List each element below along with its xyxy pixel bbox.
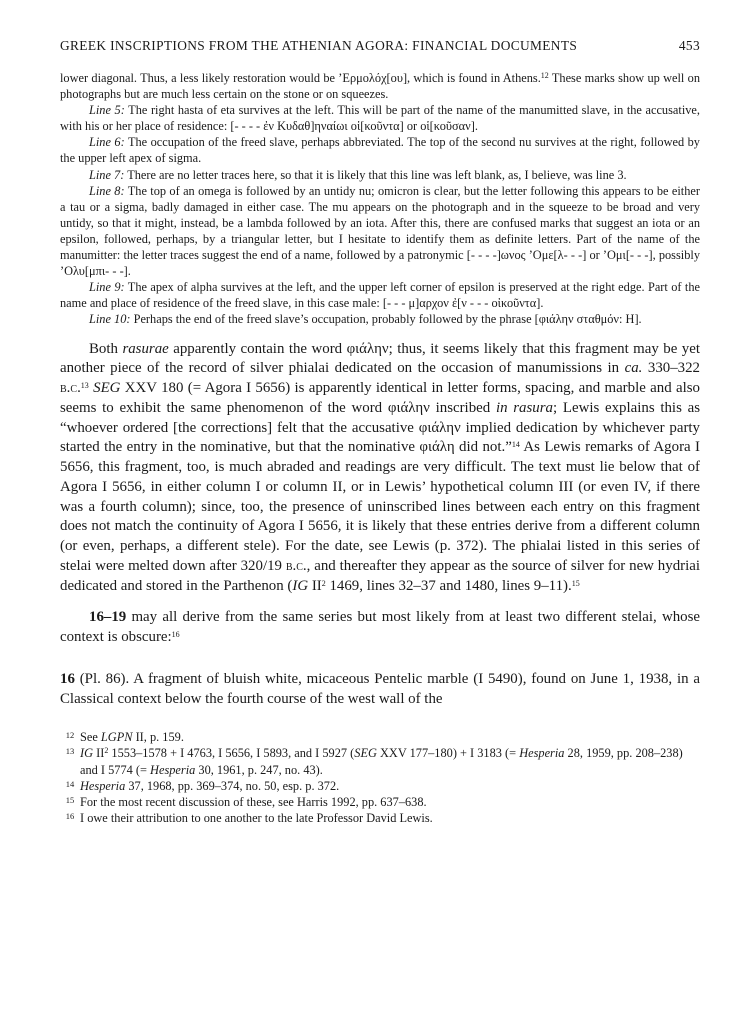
note-line-10: Line 10: Perhaps the end of the freed slave’s occupation, probably followed by the phrase [φιάλην σταθμόν: Η]. [89, 312, 642, 327]
page-number: 453 [678, 38, 700, 53]
footnote-14: 14 Hesperia 37, 1968, pp. 369–374, no. 50, esp. p. 372. [65, 778, 340, 793]
footnote-16: 16 I owe their attribution to one another to the late Professor David Lewis. [65, 811, 433, 826]
running-head-title: GREEK INSCRIPTIONS FROM THE ATHENIAN AGORA: FINANCIAL DOCUMENTS [60, 38, 578, 53]
body-paragraph-catalogue-16: 16 (Pl. 86). A fragment of bluish white, micaceous Pentelic marble (I 5490), found on June 1, 1938, in a Classical context below the fourth course of the west wall of the [60, 670, 700, 707]
note-line-5: Line 5: The right hasta of eta survives at the left. This will be part of the name of the manumitted slave, in the accusative, with his or her place of residence: [- - - - ἐν Κυδαθ]ηναίωι οἱ[κοῦντα] or οἱ[κοῦσαν]. [60, 103, 700, 134]
note-line-6: Line 6: The occupation of the freed slave, perhaps abbreviated. The top of the second nu survives at the right, followed by the upper left apex of sigma. [60, 135, 700, 166]
body-paragraph-series: 16–19 may all derive from the same series but most likely from at least two different stelai, whose context is obscure:$^{16}$ [60, 609, 700, 645]
note-paragraph: lower diagonal. Thus, a less likely restoration would be ’Ερμολόχ[ου], which is found in Athens.$^{12}$ These marks show up well on photographs but are much less certain on the stone or on squeezes. [60, 71, 700, 102]
body-paragraph-rasurae: Both rasurae apparently contain the word φιάλην; thus, it seems likely that this fragment may be yet another piece of the record of silver phialai dedicated on the occasion of manumissions in ca. 330–322 b.c.$^{13}$ SEG XXV 180 (= Agora I 5656) is apparently identical in letter forms, spacing, and marble and also seems to exhibit the same phenomenon of the word φιάλην inscribed in rasura; Lewis explains this as “whoever ordered [the corrections] felt that the accusative φιάλην implied dedication by whichever party started the entry in the nominative, but that the nominative φιάλη did not.”$^{14}$ As Lewis remarks of Agora I 5656, this fragment, too, is much abraded and readings are very difficult. The text must lie below that of Agora I 5656, in either column I or column II, or in Lewis’ hypothetical column III (or even IV, if there was a fourth column); since, too, the presence of uninscribed lines between each entry on this fragment does not match the continuity of Agora I 5656, it is likely that these entries derive from a different column (or even, perhaps, a different stele). For the date, see Lewis (p. 372). The phialai listed in this series of stelai were melted down after 320/19 b.c., and thereafter they appear as the source of silver for new hydriai dedicated and stored in the Parthenon (IG $II^2$ 1469, lines 32–37 and 1480, lines 9–11).$^{15}$ [60, 340, 701, 594]
note-line-7: Line 7: There are no letter traces here, so that it is likely that this line was left blank, as, I believe, was line 3. [89, 167, 627, 182]
page [60, 38, 700, 826]
epigraphical-notes [60, 70, 700, 328]
note-line-9: Line 9: The apex of alpha survives at the left, and the upper left corner of epsilon is preserved at the right edge. Part of the name and place of residence of the freed slave, in this case male: [- - - μ]αρχον ἐ[ν - - - οἰκοῦντα]. [60, 280, 700, 311]
main-text [60, 340, 700, 710]
footnote-15: 15 For the most recent discussion of these, see Harris 1992, pp. 637–638. [65, 795, 427, 810]
footnote-13: 13 IG $II^2$ 1553–1578 + I 4763, I 5656, I 5893, and I 5927 (SEG XXV 177–180) + I 3183 (= Hesperia 28, 1959, pp. 208–238) and I 5774 (= Hesperia 30, 1961, p. 247, no. 43). [65, 746, 683, 777]
note-line-8: Line 8: The top of an omega is followed by an untidy nu; omicron is clear, but the letter following this appears to be either a tau or a sigma, badly damaged in either case. The mu appears on the photograph and in the squeeze to be broad and very untidy, so that it might, instead, be a lambda followed by an iota. After this, there are confused marks that suggest an iota or an epsilon, followed, perhaps, by a triangular letter, but I hesitate to identify them as definite letters. Part of the name of the manumitter: the letter traces suggest the end of a name, followed by a patronymic [- - - -]ωνος ’Ομε[λ- - -] or ’Ομι[- - -], possibly ’Ολυ[μπι- - -]. [60, 183, 700, 279]
running-head [60, 38, 700, 54]
footnotes [60, 729, 700, 826]
footnote-12: 12 See LGPN II, p. 159. [65, 730, 184, 745]
